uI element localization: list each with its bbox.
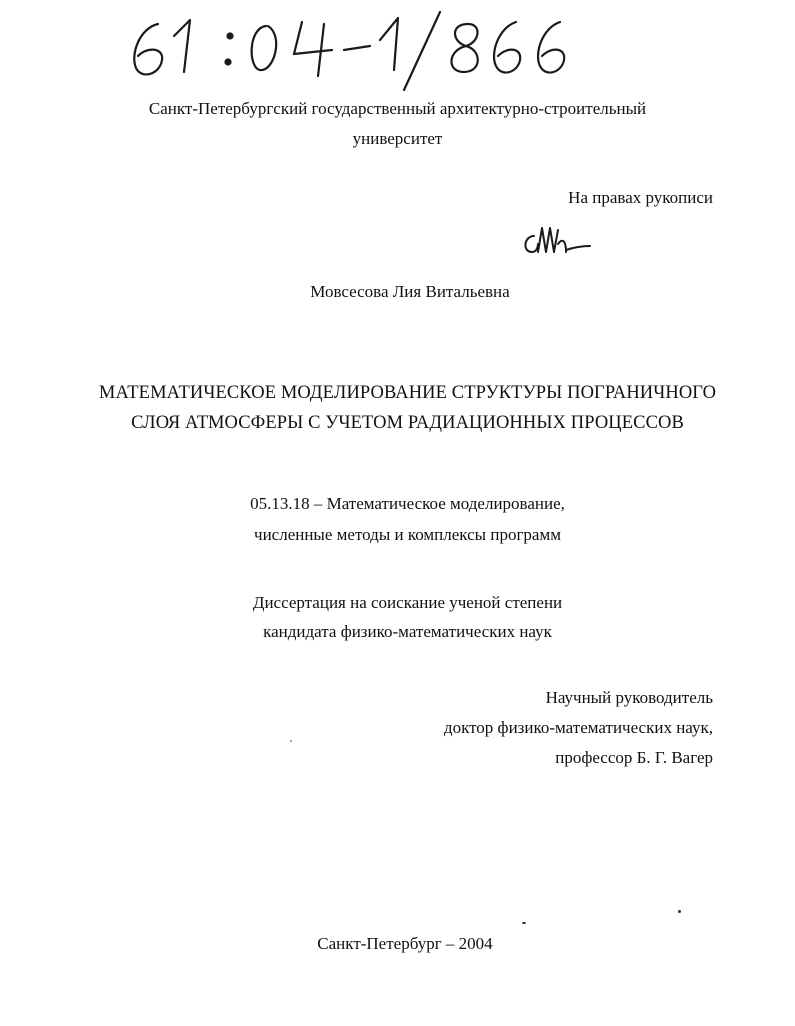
manuscript-rights-label: На правах рукописи (568, 188, 713, 207)
specialty-line1: 05.13.18 – Математическое моделирование, (250, 494, 565, 513)
dissertation-title-line1: МАТЕМАТИЧЕСКОЕ МОДЕЛИРОВАНИЕ СТРУКТУРЫ ПОГРАНИЧНОГО (98, 383, 717, 403)
author-name: Мовсесова Лия Витальевна (310, 282, 510, 301)
scan-speck (290, 740, 292, 742)
city-year: Санкт-Петербург – 2004 (317, 934, 493, 953)
signature-icon (520, 222, 592, 258)
scan-speck (678, 910, 681, 913)
degree-statement-line2: кандидата физико-математических наук (263, 622, 552, 641)
handwritten-archive-number (118, 6, 568, 91)
supervisor-label: Научный руководитель (545, 688, 713, 707)
dissertation-title-line2: СЛОЯ АТМОСФЕРЫ С УЧЕТОМ РАДИАЦИОННЫХ ПРОЦЕССОВ (131, 413, 684, 433)
scan-speck (522, 922, 526, 924)
supervisor-degree: доктор физико-математических наук, (443, 718, 713, 737)
university-name-line1: Санкт-Петербургский государственный архитектурно-строительный (148, 99, 647, 118)
supervisor-name: профессор Б. Г. Вагер (555, 748, 713, 767)
degree-statement-line1: Диссертация на соискание ученой степени (252, 593, 563, 612)
university-name-line2: университет (352, 129, 443, 148)
specialty-line2: численные методы и комплексы программ (254, 525, 561, 544)
